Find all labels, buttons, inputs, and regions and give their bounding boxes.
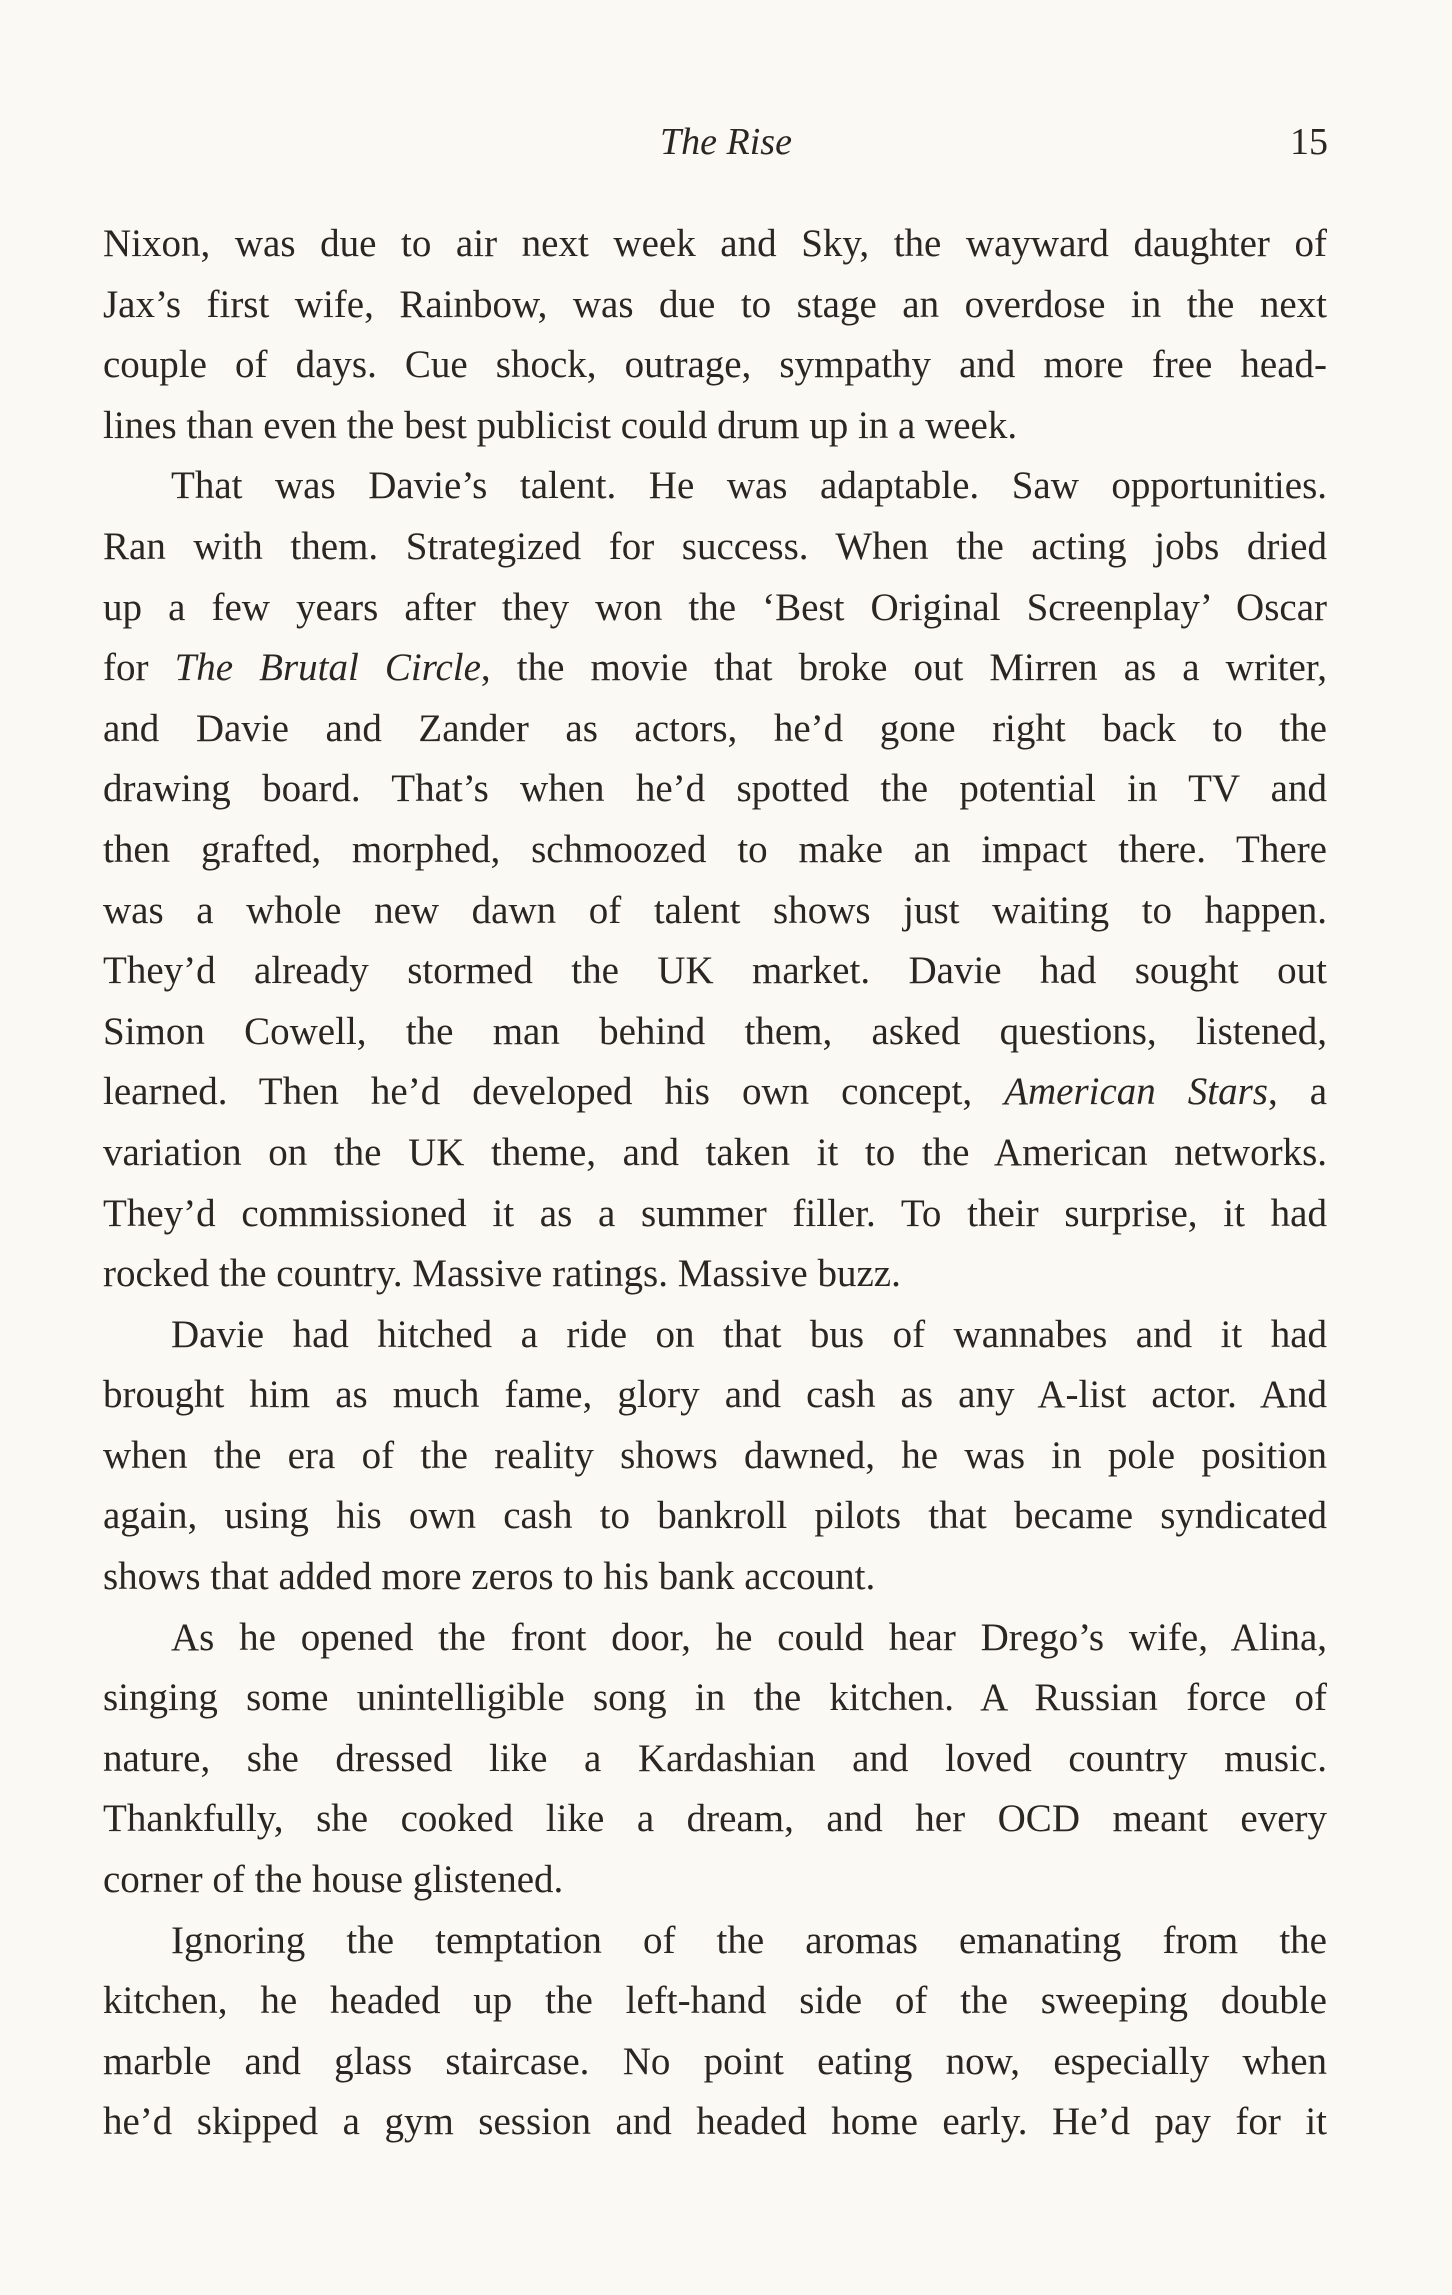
paragraph-5 [103,1911,1327,2153]
running-title: The Rise [660,121,792,163]
line: and Davie and Zander as actors, he’d gone right back to the [103,706,1327,750]
line: corner of the house glistened. [103,1858,564,1902]
body-text [103,214,1327,2153]
line: when the era of the reality shows dawned, he was in pole position [103,1433,1327,1477]
line: rocked the country. Massive ratings. Massive buzz. [103,1252,901,1296]
line: Nixon, was due to air next week and Sky, the wayward daughter of [103,222,1327,265]
line: Simon Cowell, the man behind them, asked questions, listened, [103,1009,1327,1053]
line: variation on the UK theme, and taken it to the American networks. [103,1130,1327,1174]
paragraph-1 [103,214,1327,456]
line: Thankfully, she cooked like a dream, and her OCD meant every [103,1797,1327,1841]
paragraph-2 [103,456,1327,1304]
line: again, using his own cash to bankroll pilots that became syndicated [103,1494,1327,1538]
line-with-title [103,1062,1327,1123]
line: singing some unintelligible song in the kitchen. A Russian force of [103,1676,1327,1720]
line: marble and glass staircase. No point eating now, especially when [103,2039,1327,2083]
line: Ran with them. Strategized for success. When the acting jobs dried [103,524,1327,568]
film-title: The Brutal Circle [174,646,481,690]
line: drawing board. That’s when he’d spotted the potential in TV and [103,767,1327,811]
line: he’d skipped a gym session and headed home early. He’d pay for it [103,2100,1327,2144]
line: Jax’s first wife, Rainbow, was due to stage an overdose in the next [103,282,1327,326]
line: couple of days. Cue shock, outrage, sympathy and more free head- [103,343,1327,387]
line: As he opened the front door, he could hear Drego’s wife, Alina, [171,1615,1327,1659]
line: shows that added more zeros to his bank account. [103,1555,876,1599]
line: They’d commissioned it as a summer filler. To their surprise, it had [103,1191,1327,1235]
line-text: , a [1267,1070,1328,1114]
line-text: , the movie that broke out Mirren as a writer, [480,646,1327,690]
line-with-title [103,638,1327,699]
line: was a whole new dawn of talent shows just waiting to happen. [103,888,1327,932]
page-number: 15 [1290,121,1328,163]
line: then grafted, morphed, schmoozed to make an impact there. There [103,827,1327,871]
line: up a few years after they won the ‘Best Original Screenplay’ Oscar [103,585,1327,629]
running-head [0,112,1452,172]
paragraph-4 [103,1608,1327,1911]
line: They’d already stormed the UK market. Davie had sought out [103,949,1327,993]
line: brought him as much fame, glory and cash as any A-list actor. And [103,1373,1327,1417]
line-text: learned. Then he’d developed his own concept, [103,1070,1005,1114]
line: That was Davie’s talent. He was adaptable. Saw opportunities. [171,464,1327,508]
line: Ignoring the temptation of the aromas emanating from the [171,1918,1327,1962]
line-text: for [103,646,175,690]
line: Davie had hitched a ride on that bus of wannabes and it had [171,1312,1327,1356]
line: lines than even the best publicist could drum up in a week. [103,403,1018,447]
line: kitchen, he headed up the left-hand side of the sweeping double [103,1979,1327,2023]
paragraph-3 [103,1305,1327,1608]
show-title: American Stars [1004,1070,1268,1114]
line: nature, she dressed like a Kardashian and loved country music. [103,1736,1327,1780]
